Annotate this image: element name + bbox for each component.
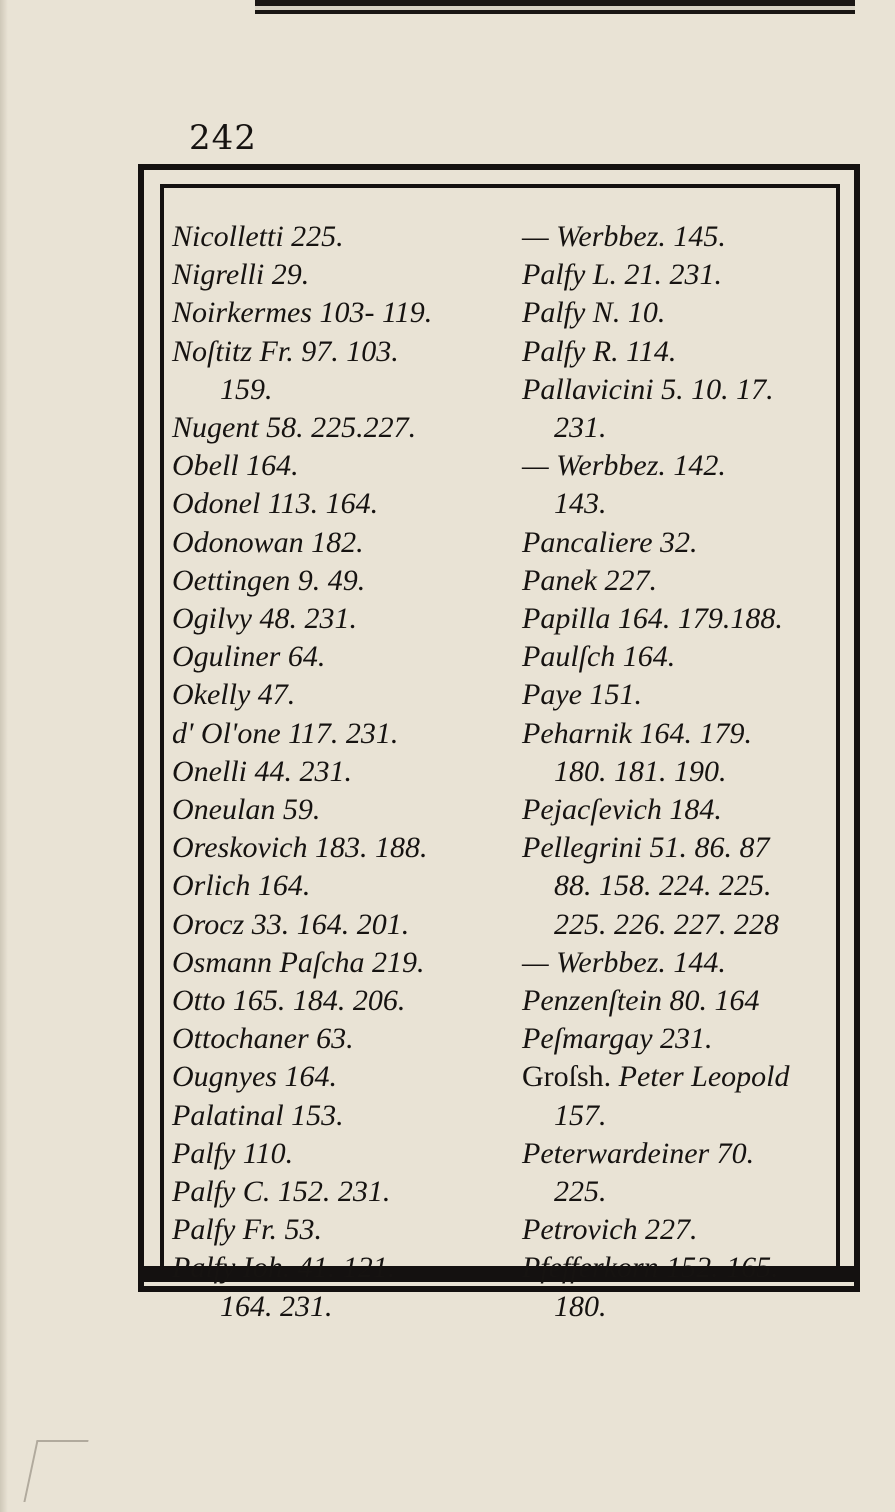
index-entry: Petrovich 227.: [522, 1213, 698, 1247]
index-entry-continuation: 157.: [554, 1098, 607, 1132]
index-entry: Penzenſtein 80. 164: [522, 984, 760, 1018]
index-column-right: [522, 218, 834, 1326]
index-entry: Oguliner 64.: [172, 640, 326, 674]
index-entry: Noſtitz Fr. 97. 103.: [172, 334, 399, 368]
top-edge-band: [255, 0, 855, 14]
index-entry: Panek 227.: [522, 563, 657, 597]
index-entry: Onelli 44. 231.: [172, 754, 352, 788]
index-entry: Otto 165. 184. 206.: [172, 984, 406, 1018]
index-entry: Palfy L. 21. 231.: [522, 258, 722, 292]
index-entry: Papilla 164. 179.188.: [522, 602, 783, 636]
index-entry-continuation: 225. 226. 227. 228: [554, 907, 779, 941]
index-entry: Nugent 58. 225.227.: [172, 411, 417, 445]
index-entry: Palfy Fr. 53.: [172, 1213, 322, 1247]
index-entry: Peterwardeiner 70.: [522, 1136, 755, 1170]
index-entry: Pellegrini 51. 86. 87: [522, 831, 770, 865]
index-entry-continuation: 231.: [554, 411, 607, 445]
index-entry-continuation: 180. 181. 190.: [554, 754, 727, 788]
upright-prefix: Groſsh.: [522, 1060, 612, 1094]
index-entry: Osmann Paſcha 219.: [172, 945, 425, 979]
index-entry: Peharnik 164. 179.: [522, 716, 752, 750]
torn-corner-mark: [23, 1440, 88, 1502]
index-entry: Paye 151.: [522, 678, 642, 712]
index-entry-continuation: 88. 158. 224. 225.: [554, 869, 772, 903]
index-entry: Noirkermes 103- 119.: [172, 296, 433, 330]
index-entry: Odonowan 182.: [172, 525, 364, 559]
index-entry: Ottochaner 63.: [172, 1022, 354, 1056]
index-entry: — Werbbez. 145.: [522, 220, 726, 253]
index-entry: Palfy 110.: [172, 1136, 294, 1170]
index-entry: Pancaliere 32.: [522, 525, 698, 559]
index-entry-continuation: 164. 231.: [220, 1289, 333, 1323]
index-entry-continuation: 180.: [554, 1289, 607, 1323]
index-entry: Oettingen 9. 49.: [172, 563, 366, 597]
italic-remainder: Peter Leopold: [611, 1060, 790, 1094]
page-number: 242: [189, 118, 257, 158]
page-gutter-shadow: [0, 0, 8, 1512]
index-entry: — Werbbez. 144.: [522, 945, 726, 979]
index-entry: Palfy C. 152. 231.: [172, 1175, 391, 1209]
index-entry: Orocz 33. 164. 201.: [172, 907, 410, 941]
index-entry: Oneulan 59.: [172, 793, 321, 827]
index-entry-continuation: 143.: [554, 487, 607, 521]
index-column-left: [172, 218, 502, 1326]
index-entry-mixed-style: [522, 1058, 834, 1096]
index-entry: Ougnyes 164.: [172, 1060, 337, 1094]
index-entry: Nicolletti 225.: [172, 220, 344, 253]
index-entry: — Werbbez. 142.: [522, 449, 726, 483]
index-entry: Oreskovich 183. 188.: [172, 831, 428, 865]
index-entry: Palfy Ioh. 41. 121.: [172, 1251, 396, 1285]
index-entry: Obell 164.: [172, 449, 299, 483]
index-entry: Palfy R. 114.: [522, 334, 677, 368]
index-entry: Palatinal 153.: [172, 1098, 344, 1132]
index-entry: Orlich 164.: [172, 869, 311, 903]
index-entry: Nigrelli 29.: [172, 258, 310, 292]
index-entry-continuation: 225.: [554, 1175, 607, 1209]
index-entry: Palfy N. 10.: [522, 296, 666, 330]
index-entry: Pejacſevich 184.: [522, 793, 722, 827]
index-entry: Okelly 47.: [172, 678, 296, 712]
index-entry: Pallavicini 5. 10. 17.: [522, 372, 774, 406]
index-entry: Pfefferkorn 152. 165.: [522, 1251, 779, 1285]
index-entry: Ogilvy 48. 231.: [172, 602, 357, 636]
index-entry: Peſmargay 231.: [522, 1022, 713, 1056]
index-entry: d' Ol'one 117. 231.: [172, 716, 399, 750]
index-entry-continuation: 159.: [220, 372, 273, 406]
index-entry: Odonel 113. 164.: [172, 487, 379, 521]
index-entry: Paulſch 164.: [522, 640, 676, 674]
